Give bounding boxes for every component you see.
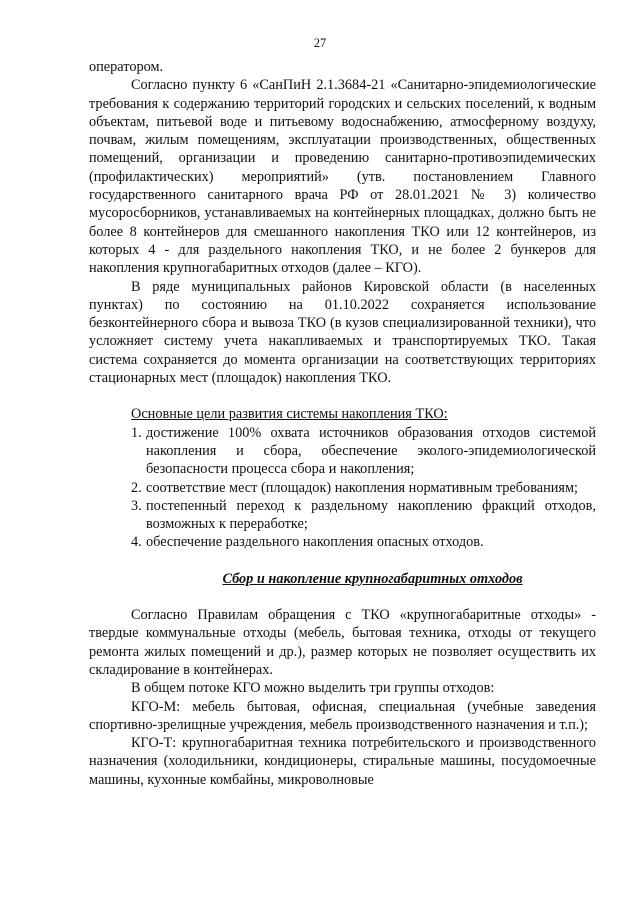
paragraph-kgo-m: КГО-М: мебель бытовая, офисная, специальная (учебные заведения спортивно-зрелищные учреждения, мебель производственного назначения и т.п.);: [89, 698, 596, 733]
body-text: [89, 58, 596, 789]
spacer: [89, 387, 596, 405]
paragraph-kirov: В ряде муниципальных районов Кировской области (в населенных пунктах) по состоянию на 01.10.2022 сохраняется использование безконтейнерного сбора и вывоза ТКО (в кузов специализированной техники), что усложняет систему учета накапливаемых и транспортируемых ТКО. Такая система сохраняется до момента организации на соответствующих территориях стационарных мест (площадок) накопления ТКО.: [89, 278, 596, 387]
list-item-number: 1.: [131, 424, 142, 441]
list-item-text: достижение 100% охвата источников образования отходов системой накопления и сбора, обеспечение эколого-эпидемиологической безопасности процесса сбора и накопления;: [146, 424, 596, 478]
page-number: 27: [313, 36, 327, 50]
list-item-text: обеспечение раздельного накопления опасных отходов.: [146, 534, 484, 551]
paragraph-kgo-t: КГО-Т: крупногабаритная техника потребительского и производственного назначения (холодильники, кондиционеры, стиральные машины, посудомоечные машины, кухонные комбайны, микроволновые: [89, 735, 596, 788]
list-item: [89, 497, 596, 534]
list-item: [89, 533, 596, 551]
goals-list: [89, 424, 596, 552]
paragraph-kgo-definition: Согласно Правилам обращения с ТКО «крупногабаритные отходы» - твердые коммунальные отходы (мебель, бытовая техника, отходы от текущего ремонта жилых помещений и др.), размер которых не позволяет осуществить их складирование в контейнерах.: [89, 607, 596, 678]
list-item: [89, 479, 596, 497]
list-item-number: 2.: [131, 479, 142, 496]
list-item-text: постепенный переход к раздельному накоплению фракций отходов, возможных к переработке;: [146, 497, 596, 533]
section-title: Сбор и накопление крупногабаритных отходов: [222, 570, 523, 587]
list-item-number: 4.: [131, 534, 142, 551]
spacer: [89, 588, 596, 606]
list-item-text: соответствие мест (площадок) накопления нормативным требованиям;: [146, 479, 578, 496]
paragraph-sanpin: Согласно пункту 6 «СанПиН 2.1.3684-21 «Санитарно-эпидемиологические требования к содержанию территорий городских и сельских поселений, к водным объектам, питьевой воде и питьевому водоснабжению, атмосферному воздуху, почвам, жилым помещениям, эксплуатации производственных, общественных помещений, организации и проведению санитарно-противоэпидемических (профилактических) мероприятий» (утв. постановлением Главного государственного санитарного врача РФ от 28.01.2021 № 3) количество мусоросборников, устанавливаемых на контейнерных площадках, должно быть не более 8 контейнеров для смешанного накопления ТКО или 12 контейнеров, из которых 4 - для раздельного накопления ТКО, и не более 2 бункеров для накопления крупногабаритных отходов (далее – КГО).: [89, 77, 596, 277]
paragraph-kgo-groups: В общем потоке КГО можно выделить три группы отходов:: [131, 680, 495, 697]
spacer: [89, 552, 596, 570]
list-item: [89, 424, 596, 479]
list-item-number: 3.: [131, 497, 142, 514]
goals-heading: Основные цели развития системы накопления ТКО:: [131, 406, 448, 423]
paragraph-continuation: оператором.: [89, 59, 164, 75]
